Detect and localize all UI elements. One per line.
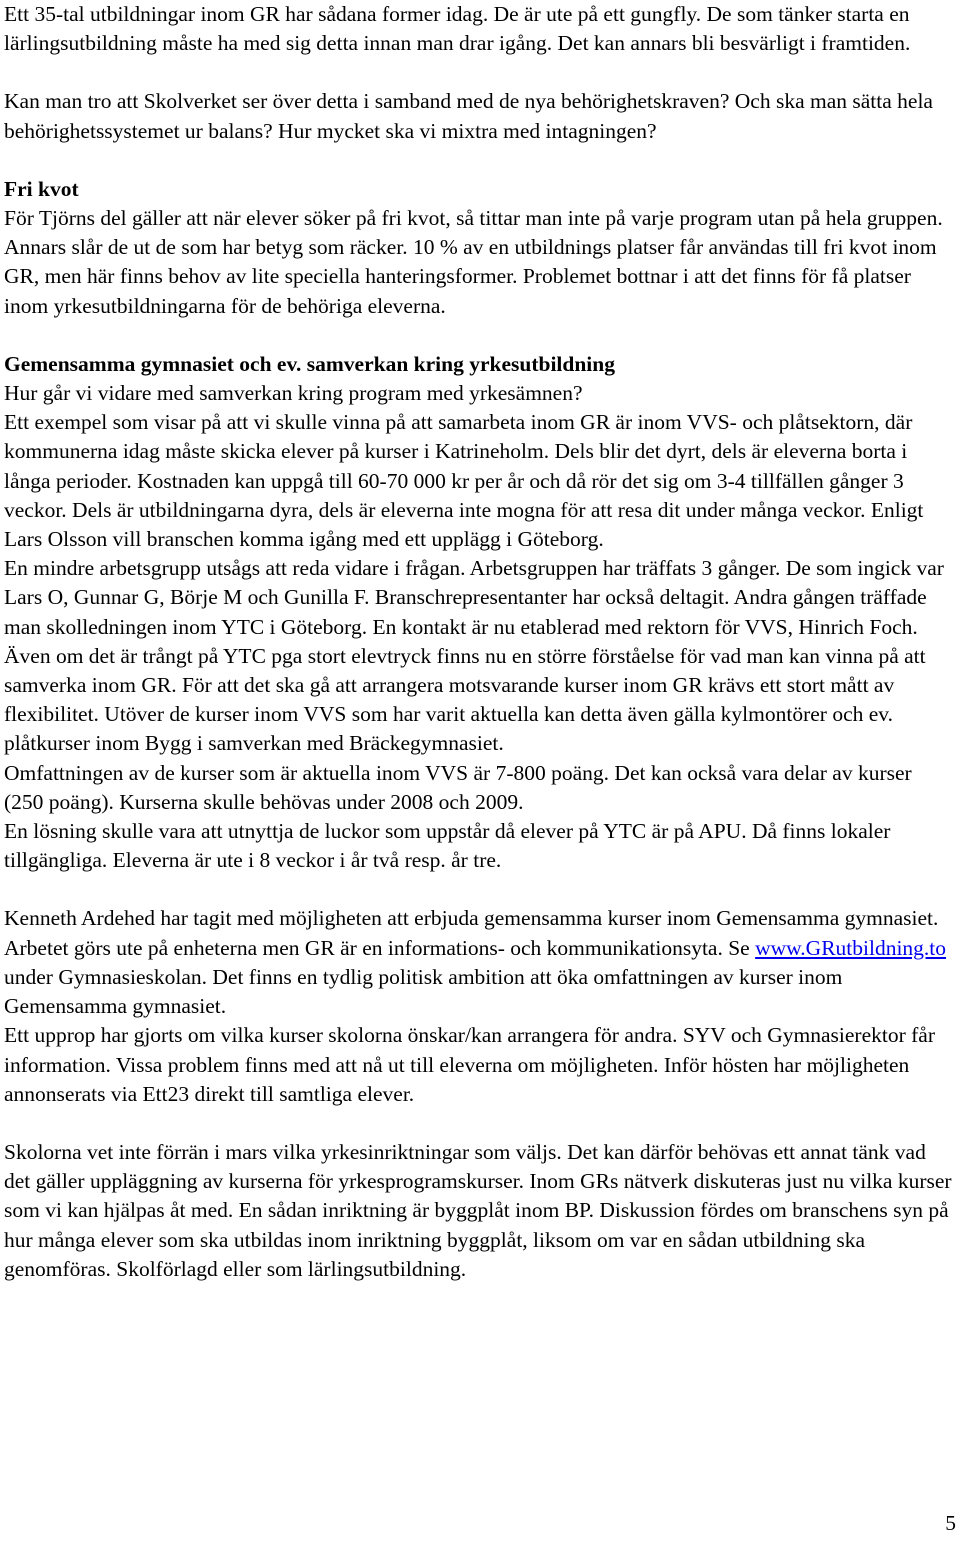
- paragraph-omfattning: Omfattningen av de kurser som är aktuella inom VVS är 7-800 poäng. Det kan också vara delar av kurser (250 poäng). Kurserna skulle behövas under 2008 och 2009.: [4, 760, 912, 814]
- kenneth-text-before-link: Kenneth Ardehed har tagit med möjligheten att erbjuda gemensamma kurser inom Gemensamma gymnasiet. Arbetet görs ute på enheterna men GR är en informations- och kommunikationsyta. Se: [4, 906, 939, 960]
- paragraph-skolverket: Kan man tro att Skolverket ser över detta i samband med de nya behörighetskraven? Och ska man sätta hela behörighetssystemet ur balans? Hur mycket ska vi mixtra med intagningen?: [4, 89, 933, 143]
- paragraph-gap: [4, 321, 954, 350]
- paragraph-fri-kvot: För Tjörns del gäller att när elever söker på fri kvot, så tittar man inte på varje program utan på hela gruppen. Annars slår de ut de som har betyg som räcker. 10 % av en utbildnings platser får användas till fri kvot inom GR, men här finns behov av lite speciella hanteringsformer. Problemet bottnar i att det finns för få platser inom yrkesutbildningarna för de behöriga eleverna.: [4, 206, 943, 318]
- paragraph-gap: [4, 146, 954, 175]
- paragraph-upprop: Ett upprop har gjorts om vilka kurser skolorna önskar/kan arrangera för andra. SYV och Gymnasierektor får information. Vissa problem finns med att nå ut till eleverna om möjligheten. Inför hösten har möjligheten annonserats via Ett23 direkt till samtliga elever.: [4, 1023, 935, 1106]
- paragraph-arbetsgrupp: En mindre arbetsgrupp utsågs att reda vidare i frågan. Arbetsgruppen har träffats 3 gånger. De som ingick var Lars O, Gunnar G, Börje M och Gunilla F. Branschrepresentanter har också deltagit. Andra gången träffade man skolledningen inom YTC i Göteborg. En kontakt är nu etablerad med rektorn för VVS, Hinrich Foch. Även om det är trångt på YTC pga stort elevtryck finns nu en större förståelse för vad man kan vinna på att samverka inom GR. För att det ska gå att arrangera motsvarande kurser inom GR krävs ett stort mått av flexibilitet. Utöver de kurser inom VVS som har varit aktuella kan detta även gälla kylmontörer och ev. plåtkurser inom Bygg i samverkan med Bräckegymnasiet.: [4, 556, 944, 756]
- paragraph-gap: [4, 1109, 954, 1138]
- paragraph-intro: Ett 35-tal utbildningar inom GR har sådana former idag. De är ute på ett gungfly. De som tänker starta en lärlingsutbildning måste ha med sig detta innan man drar igång. Det kan annars bli besvärligt i framtiden.: [4, 2, 911, 56]
- grutbildning-link[interactable]: www.GRutbildning.to: [755, 935, 947, 960]
- paragraph-samverkan-question: Hur går vi vidare med samverkan kring program med yrkesämnen?: [4, 381, 583, 406]
- paragraph-losning: En lösning skulle vara att utnyttja de luckor som uppstår då elever på YTC är på APU. Då finns lokaler tillgängliga. Eleverna är ute i 8 veckor i år två resp. år tre.: [4, 819, 891, 873]
- heading-samverkan: Gemensamma gymnasiet och ev. samverkan kring yrkesutbildning: [4, 351, 615, 376]
- document-page: [4, 0, 954, 1284]
- heading-fri-kvot: Fri kvot: [4, 176, 79, 201]
- paragraph-kenneth: [4, 904, 954, 1021]
- paragraph-gap: [4, 875, 954, 904]
- page-number: 5: [945, 1511, 956, 1535]
- kenneth-text-after-link: under Gymnasieskolan. Det finns en tydlig politisk ambition att öka omfattningen av kurser inom Gemensamma gymnasiet.: [4, 964, 843, 1019]
- paragraph-gap: [4, 58, 954, 87]
- paragraph-samverkan-example: Ett exempel som visar på att vi skulle vinna på att samarbeta inom GR är inom VVS- och plåtsektorn, där kommunerna idag måste skicka elever på kurser i Katrineholm. Dels blir det dyrt, dels är eleverna borta i långa perioder. Kostnaden kan uppgå till 60-70 000 kr per år och då rör det sig om 3-4 tillfällen gånger 3 veckor. Dels är utbildningarna dyra, dels är eleverna inte mogna för att resa dit under många veckor. Enligt Lars Olsson vill branschen komma igång med ett upplägg i Göteborg.: [4, 410, 924, 552]
- paragraph-skolorna: Skolorna vet inte förrän i mars vilka yrkesinriktningar som väljs. Det kan därför behövas ett annat tänk vad det gäller uppläggning av kurserna för yrkesprogramskurser. Inom GRs nätverk diskuteras just nu vilka kurser som vi kan hjälpas åt med. En sådan inriktning är byggplåt inom BP. Diskussion fördes om branschens syn på hur många elever som ska utbildas inom inriktning byggplåt, liksom om var en sådan utbildning ska genomföras. Skolförlagd eller som lärlingsutbildning.: [4, 1139, 952, 1281]
